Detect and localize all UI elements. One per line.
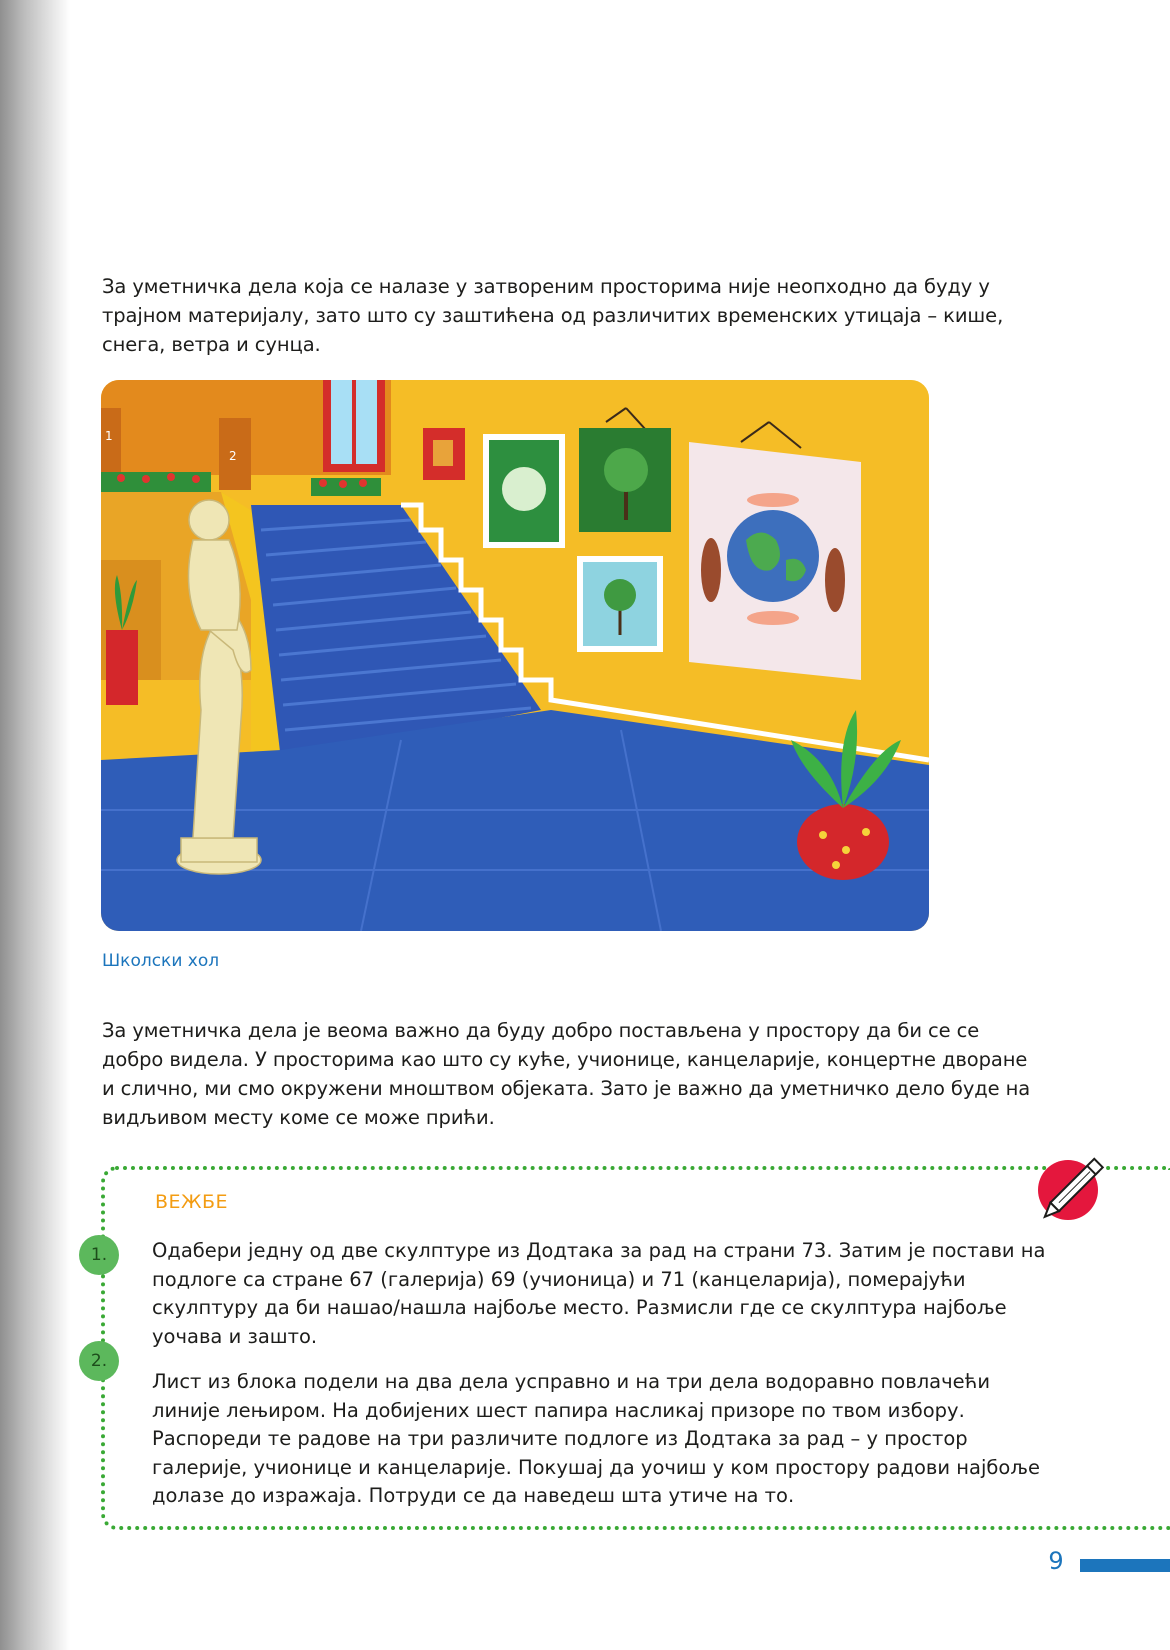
exercise-text-2: Лист из блока подели на два дела усправно и на три дела водоравно повлачећи линије лењиром. На добијених шест папира насликај призоре по твом избору. Распореди те радове на три различите подлоге из Додтака за рад – у простор галерије, учионице и канцеларије. Покушај да уочиш у ком простору радови најбоље долазе до изражаја. Потруди се да наведеш шта утиче на то. [152,1370,1040,1507]
illustration-caption: Школски хол [102,951,220,971]
exercise-text-1: Одабери једну од две скулптуре из Додтака за рад на страни 73. Затим је постави на подлоге са стране 67 (галерија) 69 (учионица) и 71 (канцеларија), померајући скулптуру да би нашао/нашла најбоље место. Размисли где се скулптура најбоље уочава и зашто. [152,1239,1046,1348]
exercise-number-2: 2. [79,1341,119,1381]
exercises-title: ВЕЖБЕ [155,1191,229,1213]
pencil-badge-icon [1038,1145,1118,1225]
book-spine-shadow [0,0,70,1650]
intro-paragraph: За уметничка дела која се налазе у затвореним просторима није неопходно да буду у трајном материјалу, зато што су заштићена од различитих временских утицаја – кише, снега, ветра и сунца. [102,275,1004,356]
right-plant-pot [797,804,889,880]
exercise-number-1: 1. [79,1235,119,1275]
school-hall-illustration [101,380,929,931]
left-plant-pot [106,630,138,705]
page-number: 9 [1048,1547,1064,1575]
second-paragraph: За уметничка дела је веома важно да буду добро постављена у простору да би се се добро видела. У просторима као што су куће, учионице, канцеларије, концертне дворане и слично, ми смо окружени мноштвом објеката. Зато је важно да уметничко дело буде на видљивом месту коме се може прићи. [102,1019,1031,1129]
page-number-bar [1080,1559,1170,1572]
door-2-number: 2 [229,449,237,463]
door-1-number: 1 [105,429,113,443]
